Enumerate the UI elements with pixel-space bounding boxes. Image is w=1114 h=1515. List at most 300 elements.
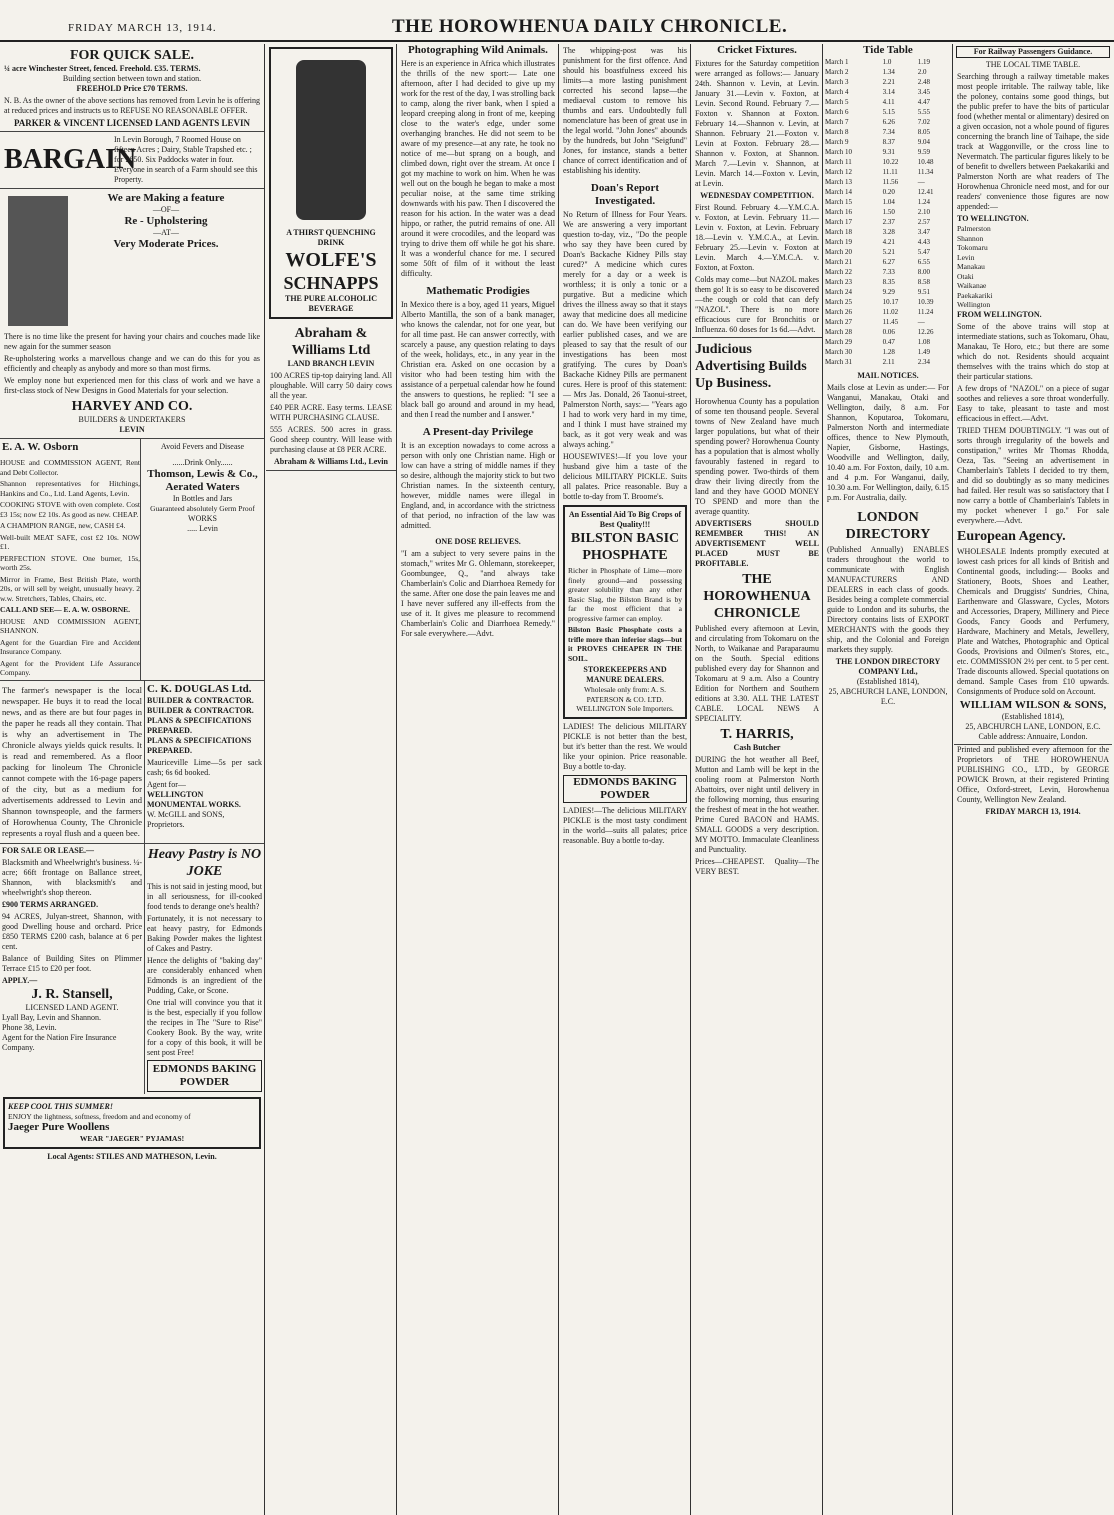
harvey-p1: There is no time like the present for having your chairs and couches made like new again for the summer season — [4, 332, 260, 351]
housewives-text: HOUSEWIVES!—If you love your husband give him a taste of the delicious MILITARY PICKLE. Suits all palates. Price reasonable. Buy a bottle to-day from T. Broome's. — [563, 452, 687, 501]
harvey-ad — [0, 189, 264, 439]
tide-cell: March 27 — [825, 318, 853, 326]
column-4 — [560, 44, 690, 1515]
tide-cell: 9.59 — [917, 148, 931, 156]
douglas-l2: BUILDER & CONTRACTOR. — [147, 705, 254, 715]
tide-cell: 2.10 — [917, 208, 931, 216]
tide-cell: 0.47 — [882, 338, 895, 346]
quick-sale-ad — [0, 44, 264, 132]
column-3 — [398, 44, 558, 1515]
harvey-head1: We are Making a feature — [107, 192, 225, 204]
tide-row — [824, 67, 952, 77]
tide-cell: March 30 — [825, 348, 853, 356]
harvey-of: —OF— — [152, 205, 180, 214]
quick-sale-line3: FREEHOLD Price £70 TERMS. — [76, 84, 188, 93]
stansell-p2: Phone 38, Levin. — [2, 1022, 57, 1032]
tide-cell: 2.37 — [882, 218, 895, 226]
tide-cell: 3.14 — [882, 88, 895, 96]
tide-cell: 12.26 — [917, 328, 934, 336]
wed-text: First Round. February 4.—Y.M.C.A. v. Foxton, at Levin. February 11.—Levin v. Foxton, at Levin. February 18.—Levin v. Y.M.C.A., at Levin. February 25.—Levin v. Foxton at Levin. March 4.—Y.M.C.A. v. Foxton, at Foxton. — [695, 203, 819, 272]
tide-cell: 6.55 — [917, 258, 931, 266]
rail-title: For Railway Passengers Guidance. — [956, 46, 1110, 58]
rail-note: Some of the above trains will stop at intermediate stations, such as Tokomaru, Ohau, Manakau, Te Horo, etc.; but there are some which do not. Residents should acquaint themselves with the trains which do stop at their particular stations. — [957, 321, 1109, 381]
tide-row — [824, 97, 952, 107]
douglas-name: C. K. DOUGLAS Ltd. — [147, 682, 252, 695]
bilston-title: BILSTON BASIC PHOSPHATE — [570, 531, 680, 563]
harris-sub: Cash Butcher — [733, 743, 781, 752]
advertisers-should: ADVERTISERS SHOULD REMEMBER THIS! AN ADVERTISEMENT WELL PLACED MUST BE PROFITABLE. — [695, 519, 819, 568]
tide-cell: 7.02 — [917, 118, 931, 126]
osborn-p3: COOKING STOVE with oven complete. Cost £3 15s; now £2 10s. As good as new. CHEAP. — [0, 500, 140, 519]
bargain-title: BARGAIN — [4, 144, 137, 175]
quick-sale-agents: PARKER & VINCENT LICENSED LAND AGENTS LEVIN — [13, 118, 251, 128]
tide-row — [824, 287, 952, 297]
douglas-l3: PLANS & SPECIFICATIONS PREPARED. — [147, 715, 252, 735]
tide-cell: 11.02 — [882, 308, 899, 316]
tide-cell: March 18 — [825, 228, 853, 236]
land-2: £40 PER ACRE. Easy terms. LEASE WITH PURCHASING CLAUSE. — [270, 403, 392, 422]
aerated-text: Aerated Waters — [165, 481, 240, 493]
bottles-text: In Bottles and Jars — [172, 494, 233, 503]
tide-cell: 0.20 — [882, 188, 895, 196]
local-agents: Local Agents: STILES AND MATHESON, Levin. — [47, 1151, 217, 1161]
masthead-rule — [0, 40, 1114, 42]
tide-row — [824, 227, 952, 237]
tide-cell: 10.39 — [917, 298, 934, 306]
station-name: Paekakariki — [957, 290, 993, 300]
harvey-at: —AT— — [153, 228, 179, 237]
tide-row — [824, 177, 952, 187]
tide-cell: March 22 — [825, 268, 853, 276]
tide-table — [824, 57, 952, 367]
land-3: 555 ACRES. 500 acres in grass. Good sheep country. Will lease with purchasing clause at £8 PER ACRE. — [270, 425, 392, 454]
whip-text: The whipping-post was his punishment for the first offence. And should his boastfulness exceed his limits—a more lasting punishment corrected his second lapse—the mediaeval custom to remove his thumbs and ears. Undoubtedly full nomenclature has been of great use in the legal world. "John Jones" abounds by the hundreds, but John "Seigfund" Jones, for instance, stands a better chance of correct identification and of establishing his identity. — [563, 46, 687, 175]
jaeger-head: KEEP COOL THIS SUMMER! — [8, 1101, 113, 1111]
tide-row — [824, 317, 952, 327]
wolfes-ad — [269, 47, 393, 319]
sale-p4: Balance of Building Sites on Plimmer Terrace £15 to £20 per foot. — [2, 953, 142, 973]
quick-sale-title: FOR QUICK SALE. — [69, 48, 195, 63]
tide-row — [824, 117, 952, 127]
lime-text: Mauriceville Lime—5s per sack cash; 6s 6d booked. — [147, 757, 262, 777]
tide-cell: 4.11 — [882, 98, 895, 106]
pastry-p1: This is not said in jesting mood, but in all seriousness, for ill-cooked food tends to derange one's health? — [147, 881, 262, 911]
math-title: Mathematic Prodigies — [426, 285, 530, 297]
tide-row — [824, 277, 952, 287]
tide-cell: 11.45 — [882, 318, 899, 326]
quick-sale-line4: N. B. As the owner of the above sections has removed from Levin he is offering at reduced prices and instructs us to REFUSE NO REASONABLE OFFER. — [4, 96, 261, 115]
harvey-loc: LEVIN — [119, 425, 145, 434]
chronicle-text: Published every afternoon at Levin, and circulating from Tokomaru on the North, to Waikanae and Paraparaumu on the South. Special editions published every day for Shannon and Tokomaru at 9 a.m. Also a Country Edition for Northern and Southern editions at 3.30. ALL THE LATEST CABLE. LOCAL NEWS A SPECIALITY. — [695, 624, 819, 723]
privilege-text: It is an exception nowadays to come across a person with only one Christian name. High or low can have a string of middle names if they so desire, although the majority stick to but two Christian names. In the sixteenth century, however, middle names were illegal in England, and, in accordance with the strictness of that period, no infraction of the law was admitted. — [401, 441, 555, 530]
tide-cell: 2.57 — [917, 218, 931, 226]
math-text: In Mexico there is a boy, aged 11 years, Miguel Alberto Mantilla, the son of a bank manager, who knows the calendar, not for one year, but for all time past. He can answer correctly, with scarcely a pause, any question relating to days of the week, holidays, etc., in any year in the Christian era. Asked on one occasion by a visitor who had been testing him with the assistance of a perpetual calendar how he found the answers to questions, he replied: "I see a black ball go around and around in my head, and then I read the number and I answer." — [401, 300, 555, 419]
tide-cell: March 31 — [825, 358, 853, 366]
tide-cell: 5.21 — [882, 248, 895, 256]
tide-cell: March 9 — [825, 138, 849, 146]
colds-text: Colds may come—but NAZOL makes them go! It is so easy to be discovered—the cough or cold that can defy "NAZOL". There is no more efficacious cure for Bronchitis or Influenza. 60 doses for 1s 6d.—Advt. — [695, 275, 819, 334]
station-name: Otaki — [957, 271, 974, 281]
tide-cell: — — [917, 178, 925, 186]
sale-p3: 94 ACRES, Julyan-street, Shannon, with good Dwelling house and orchard. Price £850 TERMS £200 cash, balance at 6 per cent. — [2, 911, 142, 951]
jaeger-p1: ENJOY the lightness, softness, freedom and and economy of — [8, 1111, 191, 1121]
wed-title: WEDNESDAY COMPETITION. — [700, 191, 814, 200]
tide-cell: March 3 — [825, 78, 849, 86]
harvey-head3: Very Moderate Prices. — [113, 238, 219, 250]
sale-title: FOR SALE OR LEASE.— — [2, 845, 95, 855]
bilston-ad — [563, 505, 687, 719]
london-ltd: THE LONDON DIRECTORY COMPANY Ltd., — [835, 657, 941, 676]
tide-row — [824, 297, 952, 307]
printed-text: Printed and published every afternoon for the Proprietors of THE HOROWHENUA PUBLISHING CO., LTD., by GEORGE POWICK Brown, at their registered Printing Office, Oxford-street, Levin, Horowhenua County, Wellington New Zealand. — [954, 744, 1112, 805]
station-list-to — [954, 224, 1112, 310]
tide-cell: March 28 — [825, 328, 853, 336]
tide-cell: March 12 — [825, 168, 853, 176]
pastry-p2: Fortunately, it is not necessary to eat heavy pastry, for Edmonds Baking Powder makes the lightest of Cakes and Pastry. — [147, 913, 262, 953]
tide-cell: 5.47 — [917, 248, 931, 256]
tide-cell: 10.48 — [917, 158, 934, 166]
ladies-1: LADIES! The delicious MILITARY PICKLE is not better than the best, but it's better than the rest. We would like your opinion. Price reasonable. Buy a bottle to-day. — [563, 721, 687, 771]
harris-text: DURING the hot weather all Beef, Mutton and Lamb will be kept in the cooling room at Palmerston North Abattoirs, over night until delivery in the following morning, thus ensuring the freshest of meat in the hot weather. Prime Cured BACON and HAMS. SMALL GOODS a very description. MY MOTTO. Immaculate Cleanliness and Punctuality. — [695, 755, 819, 854]
issue-date: FRIDAY MARCH 13, 1914. — [68, 22, 217, 34]
wilson-cable: Cable address: Annuaire, London. — [978, 731, 1088, 741]
edmonds-ad — [145, 844, 264, 1094]
tide-row — [824, 107, 952, 117]
tide-cell: 9.29 — [882, 288, 895, 296]
tide-cell: March 8 — [825, 128, 849, 136]
tide-cell: March 29 — [825, 338, 853, 346]
tide-cell: 2.11 — [882, 358, 895, 366]
abraham-footer: Abraham & Williams Ltd., Levin — [274, 457, 388, 466]
london-addr: 25, ABCHURCH LANE, LONDON, E.C. — [828, 687, 948, 706]
tide-row — [824, 77, 952, 87]
tide-cell: March 4 — [825, 88, 849, 96]
osborn-p5: Well-built MEAT SAFE, cost £2 10s. NOW £1. — [0, 532, 140, 551]
tide-cell: March 6 — [825, 108, 849, 116]
station-name: Palmerston — [957, 224, 991, 233]
harvey-p3: We employ none but experienced men for this class of work and we have a first-class stock of New Designs in Good Materials for your selection. — [4, 376, 260, 395]
station-name: Levin — [957, 252, 975, 262]
tide-cell: 3.28 — [882, 228, 895, 236]
jaeger-foot: WEAR "JAEGER" PYJAMAS! — [79, 1134, 185, 1143]
harvey-sub: BUILDERS & UNDERTAKERS — [78, 415, 186, 424]
tide-cell: March 5 — [825, 98, 849, 106]
tide-row — [824, 137, 952, 147]
mail-title: MAIL NOTICES. — [857, 371, 919, 380]
harvey-name: HARVEY AND CO. — [71, 399, 193, 414]
tide-cell: 1.28 — [882, 348, 895, 356]
tide-cell: March 7 — [825, 118, 849, 126]
stansell-p3: Agent for the Nation Fire Insurance Company. — [2, 1032, 117, 1052]
tide-cell: 8.35 — [882, 278, 895, 286]
storekeepers: STOREKEEPERS AND MANURE DEALERS. — [583, 665, 667, 684]
tide-cell: 1.04 — [882, 198, 895, 206]
station-name: Tokomaru — [957, 243, 988, 252]
tide-cell: 2.48 — [917, 78, 931, 86]
osborn-p1: HOUSE and COMMISSION AGENT, Rent and Debt Collector. — [0, 458, 140, 477]
pure-text: THE PURE ALCOHOLIC BEVERAGE — [284, 294, 377, 313]
column-divider-5 — [822, 44, 823, 1515]
doan-title: Doan's Report Investigated. — [590, 182, 660, 207]
ladies-2: LADIES!—The delicious MILITARY PICKLE is the most tasty condiment in the world—suits all palates; price reasonable. Buy a bottle to-day. — [563, 805, 687, 845]
tide-cell: March 19 — [825, 238, 853, 246]
station-name: Waikanae — [957, 281, 987, 290]
upholsterer-illustration — [8, 196, 68, 326]
thirst-text: A THIRST QUENCHING DRINK — [286, 228, 376, 247]
tide-cell: 12.41 — [917, 188, 934, 196]
tide-cell: 2.34 — [917, 358, 931, 366]
tide-row — [824, 247, 952, 257]
osborn-name: E. A. W. Osborn — [2, 441, 79, 453]
osborn-p9: HOUSE AND COMMISSION AGENT, SHANNON. — [0, 616, 140, 635]
wgtn-monumental: WELLINGTON MONUMENTAL WORKS. — [147, 789, 241, 809]
london-est: (Established 1814), — [856, 677, 920, 686]
photo-title: Photographing Wild Animals. — [408, 44, 548, 56]
column-divider-4 — [690, 44, 691, 1515]
tide-cell: March 23 — [825, 278, 853, 286]
tide-cell: 10.17 — [882, 298, 899, 306]
osborn-p6: PERFECTION STOVE. One burner, 15s, worth 25s. — [0, 553, 140, 572]
chronicle-title: THE HOROWHENUA CHRONICLE — [703, 572, 811, 621]
tide-row — [824, 257, 952, 267]
tide-cell: 1.08 — [917, 338, 931, 346]
tide-cell: March 25 — [825, 298, 853, 306]
tide-cell: 4.43 — [917, 238, 931, 246]
avoid-text: Avoid Fevers and Disease — [160, 442, 245, 451]
tide-cell: 2.21 — [882, 78, 895, 86]
column-7 — [954, 44, 1112, 1515]
tide-cell: 4.21 — [882, 238, 895, 246]
abraham-ad — [266, 322, 396, 471]
tide-row — [824, 57, 952, 67]
london-title: LONDON DIRECTORY — [845, 510, 931, 542]
rail-text: Searching through a railway timetable makes most people irritable. The railway table, like the poloney, contains some good things, but the public prefer to have the bits of particular food (whether mental or alimentary) desired on a given occasion, not a whole pound of figures concerning the branch line of Taihape, the side track at Waggonville, or the cross line to Nevermatch. The particular figures likely to be of benefit to dwellers between Paekakariki and Palmerston North are what readers of The Horowhenua Chronicle need most, and for our readers' convenience those figures are now appended:— — [957, 72, 1109, 211]
tide-cell: March 1 — [825, 58, 849, 66]
tide-cell: 1.49 — [917, 348, 931, 356]
column-1 — [0, 44, 264, 1515]
tide-row — [824, 327, 952, 337]
edmonds-logo: EDMONDS BAKING POWDER — [147, 1060, 262, 1092]
stansell-ad — [0, 844, 145, 1094]
tide-row — [824, 167, 952, 177]
newspaper-title: THE HOROWHENUA DAILY CHRONICLE. — [392, 16, 788, 37]
pastry-head: Heavy Pastry is NO JOKE — [147, 846, 262, 879]
osborn-ad — [0, 439, 141, 680]
london-text: (Published Annually) ENABLES traders throughout the world to communicate with English MANUFACTURERS AND DEALERS in each class of goods. Besides being a complete commercial guide to London and its suburbs, the Directory contains lists of EXPORT MERCHANTS with the goods they ship, and the Colonial and Foreign markets they supply. — [827, 545, 949, 654]
mail-text: Mails close at Levin as under:— For Wanganui, Manakau, Otaki and Wellington, daily, 8 a.m. For Shannon, Koputaroa, Tokomaru, Palmerston North and intermediate offices, thence to New Plymouth, Napier, Gisborne, Hastings, Woodville and Wellington, daily, 10.40 a.m. For Foxton, daily, 10 a.m. and 4 p.m. For Wanganui, daily, 10.30 a.m. For Wellington, daily, 6.15 p.m. For Australia, daily. — [827, 383, 949, 502]
nazol-text: A few drops of "NAZOL" on a piece of sugar soothes and relieves a sore throat wonderfully. Easy to take, pleasant to taste and most efficacious in effect.—Advt. — [957, 383, 1109, 423]
tide-cell: 10.22 — [882, 158, 899, 166]
tide-cell: 7.33 — [882, 268, 895, 276]
jaeger-name: Jaeger Pure Woollens — [8, 1121, 110, 1133]
schnapps-text: SCHNAPPS — [283, 273, 379, 293]
tide-cell: March 17 — [825, 218, 853, 226]
tried-text: TRIED THEM DOUBTINGLY. "I was out of sorts through irregularity of the bowels and constipation," writes Mr Thomas Rhodda, Oeza, Tas. "Seeing an advertisement in Chamberlain's Tablets I decided to try them, and did so doubtingly as so many medicines had failed. Her result was so satisfactory that I now carry a bottle of Chamberlain's Tablets in my pocket whenever I go." For sale everywhere.—Advt. — [957, 425, 1109, 525]
column-divider-2 — [396, 44, 397, 1515]
wholesale-from: Wholesale only from: A. S. PATERSON & CO. LTD. WELLINGTON Sole Importers. — [576, 685, 674, 713]
bargain-text: In Levin Borough, 7 Roomed House on fifteen Acres ; Dairy, Stable Trapshed etc. ; for £850. Six Paddocks water in four. Everyone in search of a Farm should see this Property. — [114, 135, 258, 184]
tide-cell: 1.24 — [917, 198, 931, 206]
farmers-notice — [0, 681, 145, 843]
tide-row — [824, 307, 952, 317]
tide-cell: March 21 — [825, 258, 853, 266]
aerated-waters-ad — [141, 439, 264, 680]
wilson-est: (Established 1814), — [1001, 711, 1065, 721]
tide-cell: March 10 — [825, 148, 853, 156]
cricket-text: Fixtures for the Saturday competition were arranged as follows:— January 24th. Shannon v. Levin, at Levin. January 31.—Levin v. Foxton, at Levin. Second Round. February 7.—Foxton v. Shannon at Foxton. February 14.—Shannon v. Levin, at Shannon. February 21.—Foxton v. Levin at Foxton. February 28.—Shannon v. Foxton, at Shannon. March 7.—Levin v. Shannon, at Levin. March 14.—Foxton v. Levin, at Levin. — [695, 59, 819, 188]
drink-only: ......Drink Only...... — [172, 458, 233, 467]
tide-cell: 3.47 — [917, 228, 931, 236]
tide-cell: 11.11 — [882, 168, 898, 176]
tide-title: Tide Table — [863, 44, 913, 56]
column-divider-6 — [952, 44, 953, 1515]
tide-cell: 8.37 — [882, 138, 895, 146]
wilson-addr: 25, ABCHURCH LANE, LONDON, E.C. — [965, 721, 1101, 731]
harvey-p2: Re-upholstering works a marvellous change and we can do this for you as efficiently and cheaply as anybody and more so than most firms. — [4, 354, 260, 373]
mcgill-text: W. McGILL and SONS, Proprietors. — [147, 809, 225, 829]
douglas-l1: BUILDER & CONTRACTOR. — [147, 695, 254, 705]
tide-cell: 7.34 — [882, 128, 895, 136]
tide-cell: 2.0 — [917, 68, 927, 76]
tide-cell: 0.06 — [882, 328, 895, 336]
rail-sub: THE LOCAL TIME TABLE. — [985, 60, 1081, 69]
pastry-p4: One trial will convince you that it is the best, especially if you follow the recipes in The "Sure to Rise" Cookery Book. By the way, write for a copy of this book, it will be sent post Free! — [147, 997, 262, 1057]
tide-cell: 6.27 — [882, 258, 895, 266]
osborn-p8: CALL AND SEE— E. A. W. OSBORNE. — [0, 605, 131, 614]
osborn-p2: Shannon representatives for Hitchings, Hankins and Co., Ltd. Land Agents, Levin. — [0, 479, 140, 498]
tide-cell: 5.55 — [917, 108, 931, 116]
sale-p1: Blacksmith and Wheelwright's business. ¼-acre; 66ft frontage on Ballance street, Shannon, with blacksmith's and wheelwright's shop thereon. — [2, 857, 142, 897]
agent-for: Agent for— — [147, 779, 186, 789]
edmonds-logo-2: EDMONDS BAKING POWDER — [563, 775, 687, 803]
tide-row — [824, 237, 952, 247]
bilston-foot: Bilston Basic Phosphate costs a trifle more than inferior slags—but it PROVES CHEAPER IN THE SOIL. — [568, 625, 682, 663]
land-1: 100 ACRES tip-top dairying land. All ploughable. Will carry 50 dairy cows all the year. — [270, 371, 392, 400]
relieves-text: "I am a subject to very severe pains in the stomach," writes Mr G. Ohlemann, storekeeper, Goombungee, Q., "and always take Chamberlain's Colic and Diarrhoea Remedy for the same. After one dose the pain leaves me and I have never suffered any ill-effects from the use of it. It gives me pleasure to recommend Chamberlain's Colic and Diarrhoea Remedy." For sale everywhere.—Advt. — [401, 549, 555, 638]
from-wellington: FROM WELLINGTON. — [957, 309, 1042, 319]
douglas-ad — [145, 681, 264, 843]
tide-cell: March 26 — [825, 308, 853, 316]
guarantee-text: Guaranteed absolutely Germ Proof — [150, 504, 255, 513]
stansell-p1: Lyall Bay, Levin and Shannon. — [2, 1012, 102, 1022]
station-name: Manakau — [957, 262, 985, 271]
harvey-head2: Re - Upholstering — [124, 215, 208, 227]
column-2 — [266, 44, 396, 1515]
column-divider-1 — [264, 44, 265, 1515]
essential-text: An Essential Aid To Big Crops of Best Quality!!! — [568, 510, 682, 529]
printed-date: FRIDAY MARCH 13, 1914. — [985, 806, 1081, 816]
tide-cell: 8.58 — [917, 278, 931, 286]
wilson-name: WILLIAM WILSON & SONS, — [959, 698, 1107, 711]
works-loc: ..... Levin — [187, 523, 218, 533]
tide-cell: 1.19 — [917, 58, 931, 66]
tide-cell: 4.47 — [917, 98, 931, 106]
osborn-p11: Agent for the Provident Life Assurance Company. — [0, 658, 140, 677]
tide-row — [824, 187, 952, 197]
tide-cell: March 20 — [825, 248, 853, 256]
tide-cell: March 2 — [825, 68, 849, 76]
jaeger-ad — [3, 1097, 261, 1149]
harris-name: T. HARRIS, — [720, 727, 794, 742]
tide-cell: 1.50 — [882, 208, 895, 216]
osborn-p7: Mirror in Frame, Best British Plate, worth 20s, or will sell by weight, unusually heavy. 2 w.w. Stretchers, Tables, Chairs, etc. — [0, 574, 140, 603]
pastry-p3: Hence the delights of "baking day" are considerably enhanced when Edmonds is an ingredient of the Pudding, Cake, or Scone. — [147, 955, 262, 995]
cricket-title: Cricket Fixtures. — [717, 44, 797, 56]
douglas-l4: PLANS & SPECIFICATIONS PREPARED. — [147, 735, 252, 755]
tide-row — [824, 267, 952, 277]
land-branch: LAND BRANCH LEVIN — [287, 359, 375, 368]
doan-text: No Return of Illness for Four Years. We are answering a very important question to-day, viz., "Do the people who say they have been cured by Doan's Backache Kidney Pills stay cured?" A medicine which cures merely for a day or a week is worthless; it is only a tonic or a purgative. But a medicine which drives the illness away so that it stays away that medicine does all medicine can do. We have been verifying our earlier published cases, and we are pleased to say that the result of our investigations has been most gratifying. The cures by Doan's Backache Kidney Pills are permanent cures. Here is proof of this statement:— Mrs Jas. Donald, 26 Taonui-street, Palmerston North, says:— "Years ago I had to work very hard in my time, and I think I must have strained my back, as it got very weak and was always aching." — [563, 210, 687, 449]
euro-text: WHOLESALE Indents promptly executed at lowest cash prices for all kinds of British and Continental goods, including:— Books and Stationery, Boots, Shoes and Leather, Chemicals and Druggists' Sundries, China, Earthenware and Glassware, Cycles, Motors and Accessories, Drapery, Millinery and Piece Goods, Fancy Goods and Perfumery, Hardware, Machinery and Metals, Jewellery, Plate and Watches, Photographic and Optical Goods, Provisions and Oilmen's Stores, etc., etc. COMMISSION 2½ per cent. to 5 per cent. Trade discounts allowed. Special quotations on demand. Sample Cases from £10 upwards. Consignments of Produce sold on Account. — [957, 546, 1109, 696]
tide-cell: 3.45 — [917, 88, 931, 96]
privilege-title: A Present-day Privilege — [422, 426, 534, 438]
tide-cell: 11.34 — [917, 168, 934, 176]
judicious-title: Judicious Advertising Builds Up Business. — [692, 337, 822, 395]
tide-cell: March 11 — [825, 158, 852, 166]
tide-cell: 8.05 — [917, 128, 931, 136]
osborn-p10: Agent for the Guardian Fire and Accident Insurance Company. — [0, 637, 140, 656]
station-name: Shannon — [957, 233, 984, 243]
osborn-p4: A CHAMPION RANGE, new, CASH £4. — [0, 521, 126, 530]
tide-cell: 9.31 — [882, 148, 895, 156]
tide-cell: 1.34 — [882, 68, 895, 76]
tide-cell: March 24 — [825, 288, 853, 296]
tide-row — [824, 337, 952, 347]
tide-row — [824, 157, 952, 167]
bargain-ad — [0, 132, 264, 189]
tide-row — [824, 127, 952, 137]
bottle-illustration — [296, 60, 366, 220]
tide-row — [824, 197, 952, 207]
tide-cell: March 15 — [825, 198, 853, 206]
tide-cell: March 16 — [825, 208, 853, 216]
column-6 — [824, 44, 952, 1515]
tide-row — [824, 87, 952, 97]
photo-text: Here is an experience in Africa which illustrates the thrills of the new sport:— Late one afternoon, after I had decided to give up my work for the rest of the day, I was strolling back to camp, along the river bank, when I spied a leopard creeping along in front of me, keeping close to the water's edge, under some overhanging branches. He did not seem to be aware of my presence—at any rate, he took no notice of me—but sprang on a bough, and climbed down, right over the stream. At once I got my machine to work on him. When he was well out on the bough he began to make a most peculiar noise, at the same time striking downwards with his paw. Then I discovered the reason for his action. In the water was a dead hippo, or rather, the putrid remains of one. All around it were crocodiles, and the leopard was trying to drive them off while he got his share. It was a wonderful chance for me. I secured some 50ft of film of it without the least difficulty. — [401, 59, 555, 278]
harris-quality: Prices—CHEAPEST. Quality—The VERY BEST. — [695, 857, 819, 876]
stansell-sub: LICENSED LAND AGENT. — [25, 1002, 119, 1012]
masthead — [0, 0, 1114, 42]
tide-cell: 6.26 — [882, 118, 895, 126]
sale-p2: £900 TERMS ARRANGED. — [2, 899, 99, 909]
euro-title: European Agency. — [957, 528, 1066, 544]
stansell-name: J. R. Stansell, — [31, 986, 113, 1002]
wolfe-text: WOLFE'S — [285, 249, 377, 271]
tide-cell: 9.04 — [917, 138, 931, 146]
quick-sale-line1: ¼ acre Winchester Street, fenced. Freehold. £35. TERMS. — [4, 64, 201, 73]
column-5 — [692, 44, 822, 1515]
tide-cell: 11.24 — [917, 308, 934, 316]
tide-cell: March 13 — [825, 178, 853, 186]
thomson-name: Thomson, Lewis & Co., — [147, 468, 258, 480]
abraham-name: Abraham & Williams Ltd — [291, 326, 371, 358]
apply-text: APPLY.— — [2, 975, 38, 985]
to-wellington: TO WELLINGTON. — [957, 214, 1029, 223]
tide-cell: 8.00 — [917, 268, 931, 276]
tide-cell: 11.56 — [882, 178, 899, 186]
tide-cell: 5.15 — [882, 108, 895, 116]
tide-row — [824, 207, 952, 217]
farmers-text: The farmer's newspaper is the local newspaper. He buys it to read the local news, and as there are but four pages in the paper he reads all they contain. That is why an advertisement in The Chronicle always yields quick results. It is read and remembered. As a floor packing for linoleum The Chronicle cannot compete with the 16-page papers of the city, but as a medium for advertisements addressed to Levin and Shannon townspeople, and the farmers of Horowhenua County, The Chronicle represents a royal flush and a queen bee. — [2, 684, 142, 838]
tide-cell: 1.0 — [882, 58, 892, 66]
tide-cell: March 14 — [825, 188, 853, 196]
tide-row — [824, 357, 952, 367]
bilston-text: Richer in Phosphate of Lime—more finely ground—and possessing greater solubility than any other Basic Slag, the Bilston Brand is by far the most efficient that a progressive farmer can employ. — [568, 566, 682, 623]
judicious-text: Horowhenua County has a population of some ten thousand people. Several towns of New Zealand have much larger populations, but what of their spending power? Horowhenua County has a population that is almost wholly favourably fastened in regard to spending power. Two-thirds of them draw their living directly from the land and they have GOOD MONEY TO SPEND and more than the average quantity. — [695, 397, 819, 516]
tide-cell: — — [917, 318, 925, 326]
station-name: Wellington — [957, 300, 991, 309]
tide-row — [824, 347, 952, 357]
